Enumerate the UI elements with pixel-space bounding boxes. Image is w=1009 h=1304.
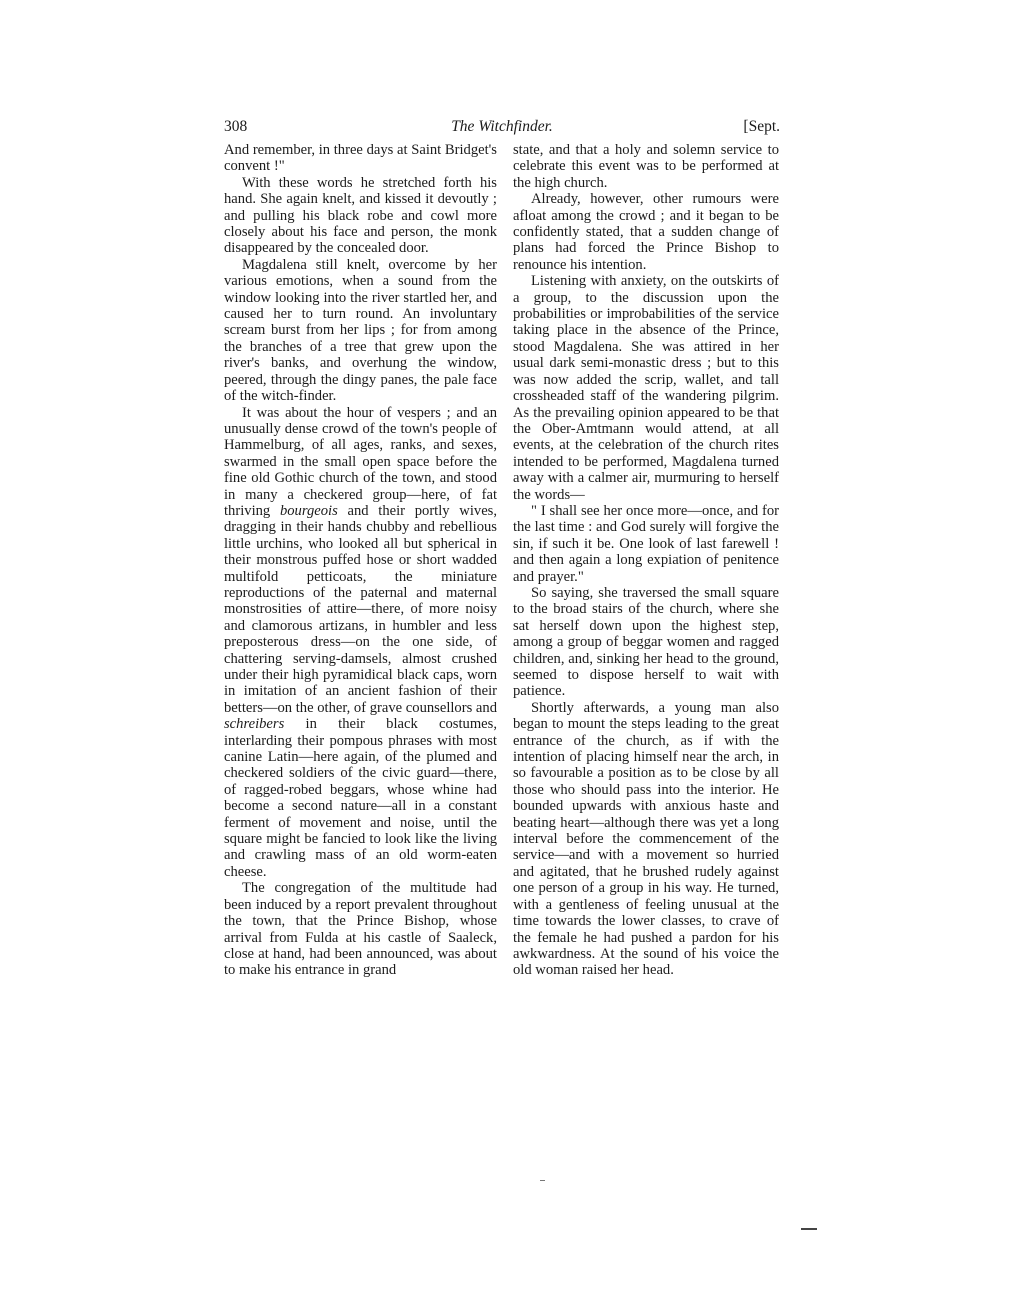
page-number: 308: [224, 118, 248, 135]
paragraph: Shortly afterwards, a young man also began to mount the steps leading to the great entrance of the church, as if with the intention of placing himself near the arch, in so favourable a position as to be close by all those who should pass into the interior. He bounded upwards with anxious haste and beating heart—although there was yet a long interval before the commencement of the service—and with a movement so hurried and agitated, that he brushed rudely against one person of a group in his way. He turned, with a gentleness of feeling unusual at the time towards the lower classes, to crave of the female he had pushed a pardon for his awkwardness. At the sound of his voice the old woman raised her head.: [513, 699, 779, 979]
paragraph: With these words he stretched forth his hand. She again knelt, and kissed it devoutly ; and pulling his black robe and cowl more closely about his face and person, the monk disappeared by the concealed door.: [224, 174, 497, 257]
left-column: [224, 142, 497, 979]
right-column: [513, 142, 779, 979]
scan-margin-mark: [801, 1228, 817, 1230]
text-run: It was about the hour of vespers ; and an unusually dense crowd of the town's people of Hammelburg, of all ages, ranks, and sexes, swarmed in the small open space before the fine old Gothic church of the town, and stood in many a checkered group—here, of fat thriving: [224, 404, 497, 519]
italic-term: schreibers: [224, 716, 285, 733]
print-speck: [540, 1180, 545, 1181]
text-run: in their black costumes, interlarding their pompous phrases with most canine Latin—here again, of the plumed and checkered soldiers of the civic guard—there, of ragged-robed beggars, whose whine had become a second nature—all in a constant ferment of movement and noise, until the square might be fancied to look like the living and crawling mass of an old worm-eaten cheese.: [224, 716, 497, 880]
text-run: and their portly wives, dragging in their hands chubby and rebellious little urchins, who looked all but spherical in their monstrous puffed hose or short wadded multifold petticoats, the miniature reproductions of the paternal and maternal monstrosities of attire—there, of more noisy and clamorous artizans, in humbler and less preposterous dress—on the one side, of chattering serving-damsels, almost crushed under their high pyramidical black caps, worn in imitation of an ancient fashion of their betters—on the other, of grave counsellors and: [224, 502, 497, 716]
paragraph: [224, 405, 497, 881]
running-title: The Witchfinder.: [451, 118, 553, 135]
paragraph: Listening with anxiety, on the outskirts of a group, to the discussion upon the probabilities or improbabilities of the service taking place in the absence of the Prince, stood Magdalena. She was attired in her usual dark semi-monastic dress ; but to this was now added the scrip, wallet, and tall crossheaded staff of the wandering pilgrim. As the prevailing opinion appeared to be that the Ober-Amtmann would attend, at all events, at the celebration of the church rites intended to be performed, Magdalena turned away with a calmer air, murmuring to herself the words—: [513, 273, 779, 503]
paragraph: The congregation of the multitude had been induced by a report prevalent throughout the town, that the Prince Bishop, whose arrival from Fulda at his castle of Saaleck, close at hand, had been announced, was about to make his entrance in grand: [224, 880, 497, 979]
paragraph: state, and that a holy and solemn service to celebrate this event was to be performed at the high church.: [513, 142, 779, 191]
paragraph: So saying, she traversed the small square to the broad stairs of the church, where she sat herself down upon the highest step, among a group of beggar women and ragged children, and, sinking her head to the ground, seemed to dispose herself to wait with patience.: [513, 584, 779, 700]
paragraph: Already, however, other rumours were afloat among the crowd ; and it began to be confidently stated, that a sudden change of plans had forced the Prince Bishop to renounce his intention.: [513, 191, 779, 273]
paragraph: " I shall see her once more—once, and for the last time : and God surely will forgive the sin, if such it be. One look of last farewell ! and then again a long expiation of penitence and prayer.": [513, 502, 779, 585]
paragraph: And remember, in three days at Saint Bridget's convent !": [224, 142, 497, 175]
header-month: [Sept.: [743, 118, 780, 135]
running-header: [224, 118, 780, 138]
paragraph: Magdalena still knelt, overcome by her various emotions, when a sound from the window looking into the river startled her, and caused her to turn round. An involuntary scream burst from her lips ; for from among the branches of a tree that grew upon the river's banks, and overhung the window, peered, through the dingy panes, the pale face of the witch-finder.: [224, 256, 497, 405]
italic-term: bourgeois: [279, 502, 338, 519]
